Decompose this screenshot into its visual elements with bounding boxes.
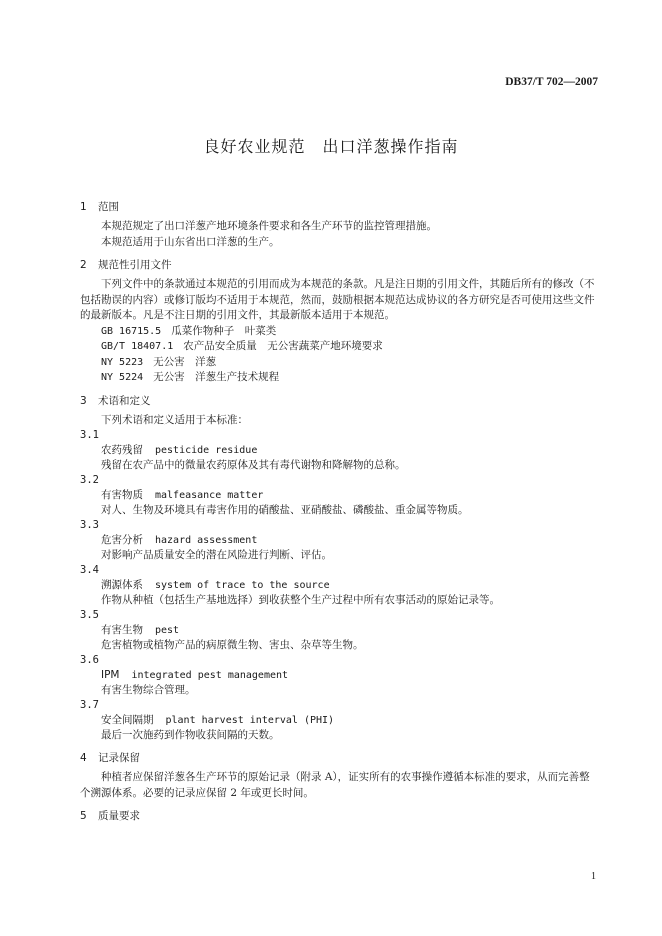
term-definition: 对影响产品质量安全的潜在风险进行判断、评估。 <box>101 549 332 561</box>
term-definition: 对人、生物及环境具有毒害作用的硝酸盐、亚硝酸盐、磷酸盐、重金属等物质。 <box>101 504 469 516</box>
section-heading-5: 5 质量要求 <box>80 810 140 822</box>
section-heading-1: 1 范围 <box>80 201 119 213</box>
reference-item: GB/T 18407.1 农产品安全质量 无公害蔬菜产地环境要求 <box>101 340 383 352</box>
term-number: 3.5 <box>80 609 99 621</box>
term-definition: 危害植物或植物产品的病原微生物、害虫、杂草等生物。 <box>101 639 364 651</box>
term-title: 溯源体系 system of trace to the source <box>101 579 330 591</box>
reference-item: GB 16715.5 瓜菜作物种子 叶菜类 <box>101 324 277 337</box>
page-title: 良好农业规范 出口洋葱操作指南 <box>203 137 459 156</box>
term-definition: 作物从种植（包括生产基地选择）到收获整个生产过程中所有农事活动的原始记录等。 <box>101 594 500 606</box>
paragraph: 下列文件中的条款通过本规范的引用而成为本规范的条款。凡是注日期的引用文件，其随后所有的修改（不包括勘误的内容）或修订版均不适用于本规范，然而，鼓励根据本规范达成协议的各方研究是否可使用这些文件的最新版本。凡是不注日期的引用文件，其最新版本适用于本规范。 <box>80 278 595 321</box>
reference-item: NY 5224 无公害 洋葱生产技术规程 <box>101 371 280 383</box>
term-title: 有害生物 pest <box>101 624 180 636</box>
standard-code: DB37/T 702—2007 <box>505 76 598 88</box>
term-number: 3.3 <box>80 519 99 531</box>
paragraph: 本规范规定了出口洋葱产地环境条件要求和各生产环节的监控管理措施。 <box>101 220 437 232</box>
term-number: 3.7 <box>80 699 99 711</box>
section-heading-3: 3 术语和定义 <box>80 394 151 407</box>
section-heading-2: 2 规范性引用文件 <box>80 259 172 271</box>
term-definition: 残留在农产品中的微量农药原体及其有毒代谢物和降解物的总称。 <box>101 459 406 471</box>
paragraph: 种植者应保留洋葱各生产环节的原始记录（附录 A），证实所有的农事操作遵循本标准的要求，从而完善整个溯源体系。必要的记录应保留 2 年或更长时间。 <box>80 771 590 799</box>
term-title: 安全间隔期 plant harvest interval (PHI) <box>101 714 335 726</box>
term-title: 农药残留 pesticide residue <box>101 444 258 456</box>
term-number: 3.4 <box>80 564 99 576</box>
term-number: 3.6 <box>80 654 99 666</box>
term-number: 3.2 <box>80 474 99 486</box>
document-body <box>80 200 600 823</box>
term-title: IPM integrated pest management <box>101 669 289 681</box>
term-definition: 最后一次施药到作物收获间隔的天数。 <box>101 729 280 741</box>
term-title: 危害分析 hazard assessment <box>101 534 258 546</box>
reference-item: NY 5223 无公害 洋葱 <box>101 355 217 368</box>
paragraph: 下列术语和定义适用于本标准： <box>101 413 248 426</box>
term-definition: 有害生物综合管理。 <box>101 684 196 696</box>
paragraph: 本规范适用于山东省出口洋葱的生产。 <box>101 235 280 248</box>
section-heading-4: 4 记录保留 <box>80 752 140 764</box>
term-number: 3.1 <box>80 429 99 441</box>
term-title: 有害物质 malfeasance matter <box>101 489 264 501</box>
page-number: 1 <box>591 871 596 882</box>
